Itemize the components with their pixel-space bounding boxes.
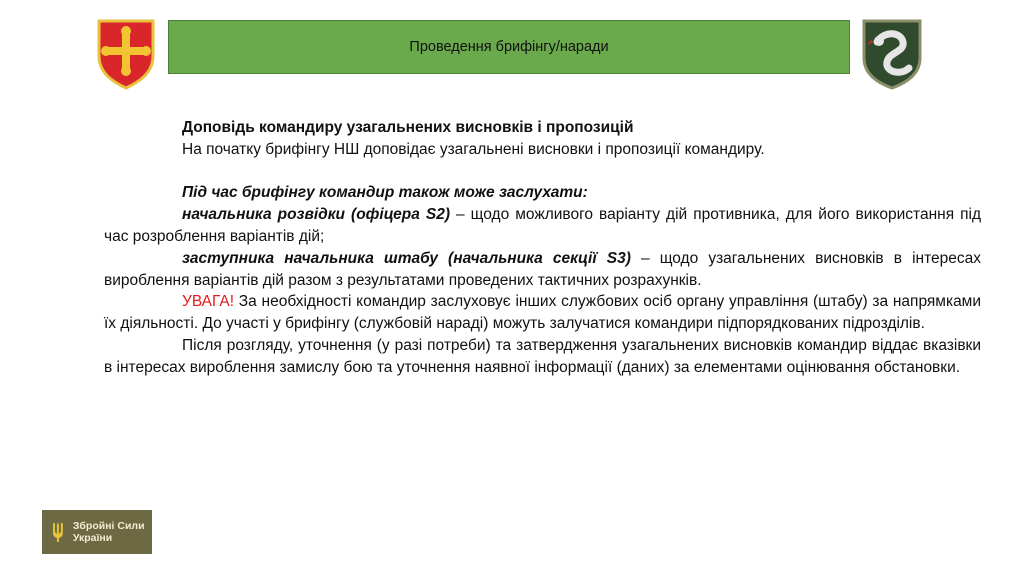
warning-label: УВАГА! [182, 293, 235, 311]
red-shield-cross-icon [96, 18, 156, 90]
logo-text: Збройні Сили України [72, 520, 145, 544]
final-paragraph: Після розгляду, уточнення (у разі потреби) та затвердження узагальнених висновків командир віддає вказівки в інтересах вироблення замислу бою та уточнення наявної інформації (даних) за елементами оцінювання обстановки. [104, 336, 981, 376]
item1-text: – щодо можливого варіанту дій противника, для його використання під час розроблення варіантів дій; [104, 206, 981, 245]
paragraph-gap [104, 161, 981, 183]
section-heading: Доповідь командиру узагальнених висновків і пропозицій [182, 119, 634, 136]
item1-label: начальника розвідки (офіцера S2) [182, 206, 450, 224]
warning-text: За необхідності командир заслуховує інших службових осіб органу управління (штабу) за напрямками їх діяльності. До участі у брифінгу (службовій нараді) можуть залучатися командири підпорядкованих підрозділів. [104, 293, 981, 333]
body-text [104, 117, 981, 379]
page-title: Проведення брифінгу/наради [409, 39, 609, 55]
item-intelligence [104, 204, 981, 248]
subheading: Під час брифінгу командир також може заслухати: [182, 184, 588, 202]
title-bar [168, 20, 850, 74]
armed-forces-logo [42, 510, 152, 554]
warning-paragraph [104, 291, 981, 335]
intro-paragraph: На початку брифінгу НШ доповідає узагальнені висновки і пропозиції командиру. [182, 140, 765, 158]
trident-icon [51, 521, 65, 543]
green-shield-serpent-icon [861, 18, 923, 90]
item2-text: – щодо узагальнених висновків в інтересах вироблення варіантів дій разом з результатами проведених тактичних розрахунків. [104, 249, 981, 289]
item2-label: заступника начальника штабу (начальника секції S3) [182, 249, 631, 267]
item-deputy-chief [104, 248, 981, 292]
